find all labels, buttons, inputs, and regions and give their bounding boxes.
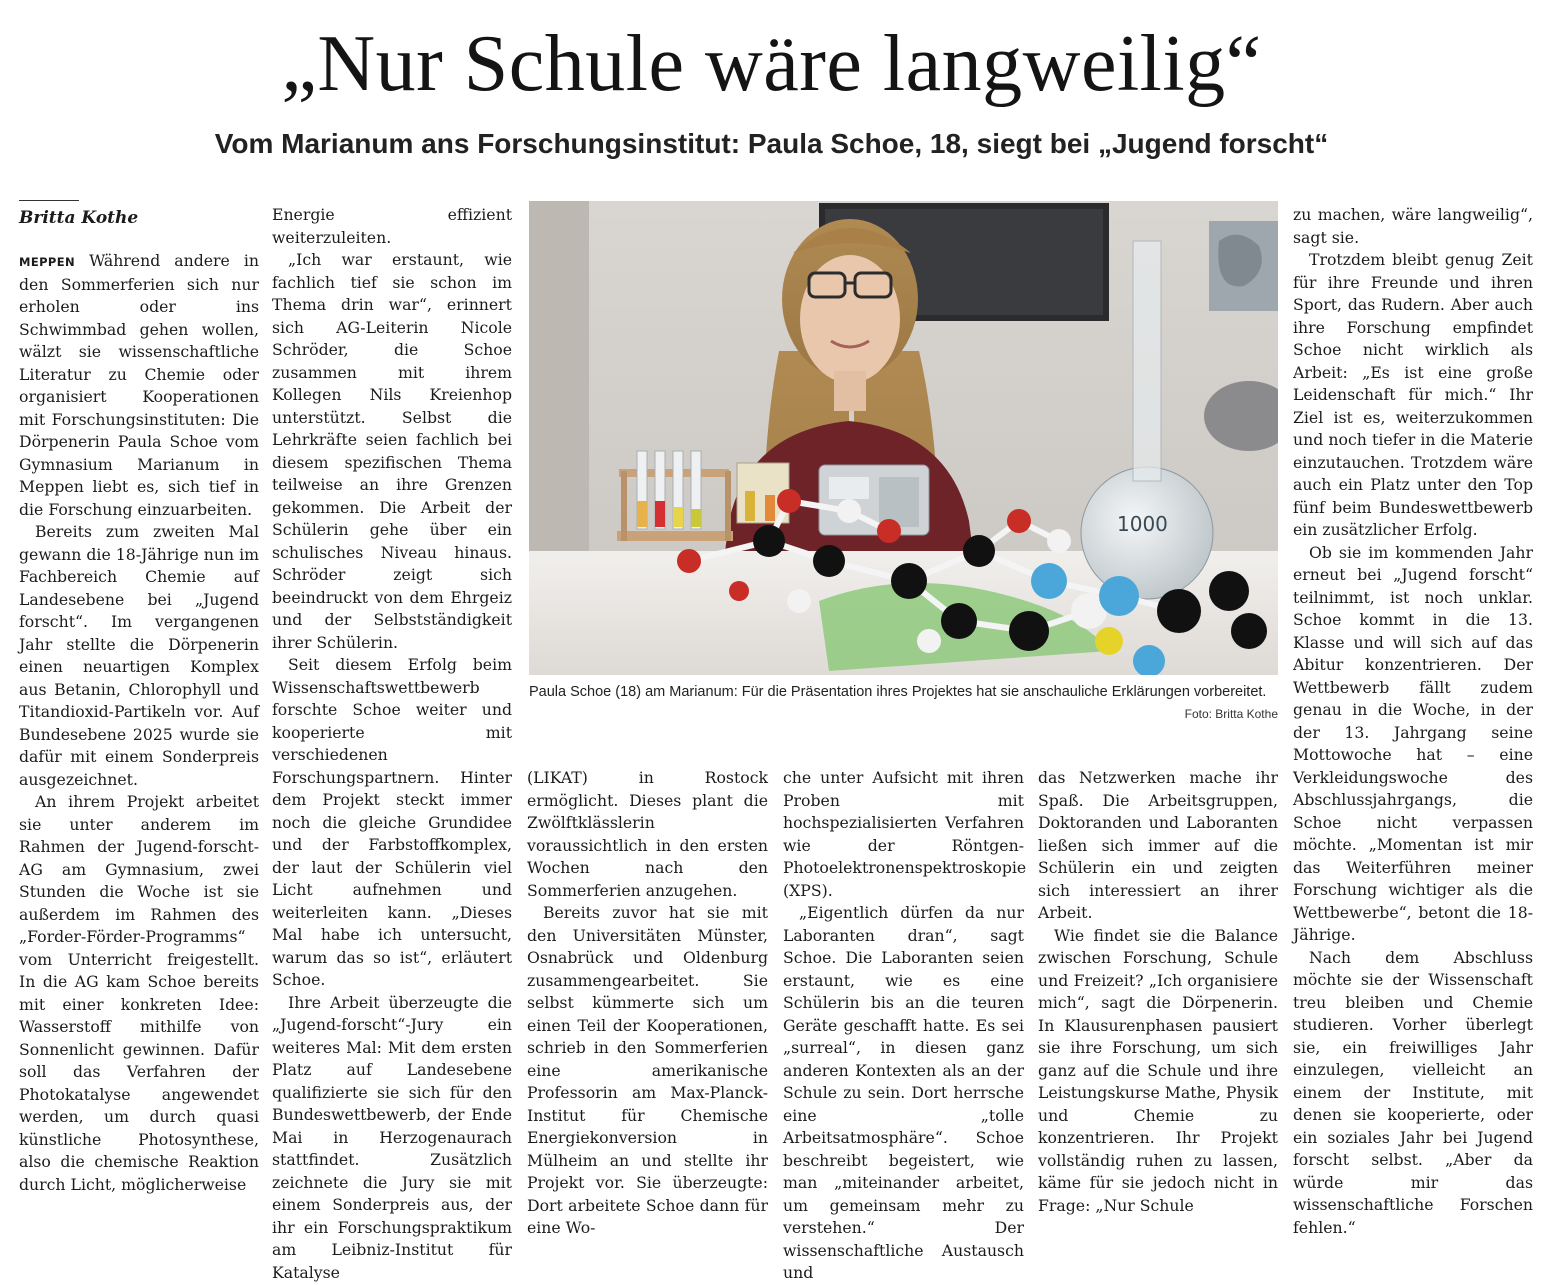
paragraph: Bereits zum zweiten Mal gewann die 18-Jährige nun im Fachbereich Chemie auf Landesebene bei „Jugend forscht“. Im vergangenen Jahr stellte die Dörpenerin einen neuartigen Komplex aus Betanin, Chlorophyll und Titandioxid-Partikeln vor. Auf Bundesebene 2025 wurde sie dafür mit einem Sonderpreis ausgezeichnet. <box>19 522 259 789</box>
photo-credit: Foto: Britta Kothe <box>1184 707 1278 721</box>
paragraph: Trotzdem bleibt genug Zeit für ihre Freunde und ihren Sport, das Rudern. Aber auch ihre Forschung empfindet Schoe nicht wirklich als Arbeit: „Es ist eine große Leidenschaft für mich.“ Ihr Ziel ist es, weiterzukommen und noch tiefer in die Materie einzutauchen. Trotzdem wäre auch ein Platz unter den Top fünf beim Bundeswettbewerb ein zusätzlicher Erfolg. <box>1293 250 1533 539</box>
article-column-1 <box>19 250 259 1196</box>
paragraph: Ihre Arbeit überzeugte die „Jugend-forscht“-Jury ein weiteres Mal: Mit dem ersten Platz auf Landesebene qualifizierte sie sich für den Bundeswettbewerb, der Ende Mai in Herzogenaurach stattfindet. Zusätzlich zeichnete die Jury sie mit einem Sonderpreis aus, der ihr ein Forschungspraktikum am Leibniz-Institut für Katalyse <box>272 992 512 1282</box>
headline: „Nur Schule wäre langweilig“ <box>281 20 1262 108</box>
subheadline: Vom Marianum ans Forschungsinstitut: Paula Schoe, 18, siegt bei „Jugend forscht“ <box>214 128 1329 159</box>
article-column-3 <box>527 767 768 1240</box>
article-column-4 <box>783 767 1027 1285</box>
author-rule <box>19 200 79 201</box>
paragraph: zu machen, wäre langweilig“, sagt sie. <box>1293 205 1533 247</box>
article-column-5 <box>1038 767 1278 1217</box>
paragraph: (LIKAT) in Rostock ermöglicht. Dieses plant die Zwölftklässlerin voraussichtlich in den ersten Wochen nach den Sommerferien anzugehen. <box>527 768 768 900</box>
paragraph: Wie findet sie die Balance zwischen Forschung, Schule und Freizeit? „Ich organisiere mich“, sagt die Dörpenerin. In Klausurenphasen pausiert sie ihre Forschung, um sich ganz auf die Schule und ihre Leistungskurse Mathe, Physik und Chemie zu konzentrieren. Ihr Projekt vollständig ruhen zu lassen, käme für sie jedoch nicht in Frage: „Nur Schule <box>1038 925 1278 1215</box>
article-photo <box>529 201 1278 675</box>
paragraph: che unter Aufsicht mit ihren Proben mit hochspezialisierten Verfahren wie der Röntgen-Photoelektronenspektroskopie (XPS). <box>783 768 1027 900</box>
flask-label: 1000 <box>1117 512 1168 536</box>
paragraph <box>19 250 259 521</box>
paragraph: das Netzwerken mache ihr Spaß. Die Arbeitsgruppen, Doktoranden und Laboranten ließen sich immer auf die Schülerin ein und zeigten sich interessiert an ihrer Arbeit. <box>1038 768 1278 922</box>
author-byline: Britta Kothe <box>19 208 139 228</box>
paragraph: „Ich war erstaunt, wie fachlich tief sie schon im Thema drin war“, erinnert sich AG-Leiterin Nicole Schröder, die Schoe zusammen mit ihrem Kollegen Nils Kreienhop unterstützt. Selbst die Lehrkräfte seien fachlich bei diesem spezifischen Thema teilweise an ihre Grenzen gekommen. Die Arbeit der Schülerin gehe über ein schulisches Niveau hinaus. Schröder zeigt sich beeindruckt von dem Ehrgeiz und der Selbstständigkeit ihrer Schülerin. <box>272 250 512 652</box>
paragraph-text: Während andere in den Sommerferien sich nur erholen oder ins Schwimmbad gehen wollen, wälzt sie wissenschaftliche Literatur zu Chemie oder organisiert Kooperationen mit Forschungsinstituten: Die Dörpenerin Paula Schoe vom Gymnasium Marianum in Meppen liebt es, sich tief in die Forschung einzuarbeiten. <box>19 251 259 519</box>
paragraph: Energie effizient weiterzuleiten. <box>272 205 512 247</box>
paragraph: Bereits zuvor hat sie mit den Universitäten Münster, Osnabrück und Oldenburg zusammengearbeitet. Sie selbst kümmerte sich um einen Teil der Kooperationen, schrieb in den Sommerferien eine amerikanische Professorin am Max-Planck-Institut für Chemische Energiekonversion in Mülheim an und stellte ihr Projekt vor. Sie überzeugte: Dort arbeitete Schoe dann für eine Wo- <box>527 903 768 1237</box>
photo-illustration <box>529 201 1278 675</box>
paragraph: Seit diesem Erfolg beim Wissenschaftswettbewerb forschte Schoe weiter und kooperierte mit verschiedenen Forschungspartnern. Hinter dem Projekt steckt immer noch die gleiche Grundidee und der Farbstoffkomplex, der laut der Schülerin viel Licht aufnehmen und weiterleiten kann. „Dieses Mal habe ich untersucht, warum das so ist“, erläutert Schoe. <box>272 655 512 989</box>
article-column-2 <box>272 204 512 1284</box>
paragraph: Nach dem Abschluss möchte sie der Wissenschaft treu bleiben und Chemie studieren. Vorher überlegt sie, ein freiwilliges Jahr einzulegen, vielleicht an einem der Institute, mit denen sie kooperierte, oder ein soziales Jahr bei Jugend forscht selbst. „Aber da würde mir das wissenschaftliche Forschen fehlen.“ <box>1293 947 1533 1237</box>
paragraph: „Eigentlich dürfen da nur Laboranten dran“, sagt Schoe. Die Laboranten seien erstaunt, wie es eine Schülerin bis an die teuren Geräte geschafft hatte. Es sei „surreal“, in diesen ganz anderen Kontexten als an der Schule zu sein. Dort herrsche eine „tolle Arbeitsatmosphäre“. Schoe beschreibt begeistert, wie man „miteinander arbeitet, um gemeinsam mehr zu verstehen.“ Der wissenschaftliche Austausch und <box>783 903 1024 1282</box>
paragraph: Ob sie im kommenden Jahr erneut bei „Jugend forscht“ teilnimmt, ist noch unklar. Schoe kommt in die 13. Klasse und will sich auf das Abitur konzentrieren. Der Wettbewerb fällt zudem genau in die Woche, in der der 13. Jahrgang seine Mottowoche hat – eine Verkleidungswoche des Abschlussjahrgangs, die Schoe nicht verpassen möchte. „Momentan ist mir das Weiterführen meiner Forschung wichtiger als die Wettbewerbe“, betont die 18-Jährige. <box>1293 542 1533 944</box>
rack-base <box>617 531 733 541</box>
paragraph: An ihrem Projekt arbeitet sie unter anderem im Rahmen der Jugend-forscht-AG am Gymnasium, zwei Stunden die Woche ist sie außerdem im Rahmen des „Forder-Förder-Programms“ vom Unterricht freigestellt. In die AG kam Schoe bereits mit einer konkreten Idee: Wasserstoff mithilfe von Sonnenlicht gewinnen. Dafür soll das Verfahren der Photokatalyse angewendet werden, um durch quasi künstliche Photosynthese, also die chemische Reaktion durch Licht, möglicherweise <box>19 792 259 1194</box>
dateline: MEPPEN <box>19 255 76 269</box>
photo-caption: Paula Schoe (18) am Marianum: Für die Präsentation ihres Projektes hat sie anschauliche Erklärungen vorbereitet. <box>529 684 1267 700</box>
article-column-6 <box>1293 204 1533 1239</box>
